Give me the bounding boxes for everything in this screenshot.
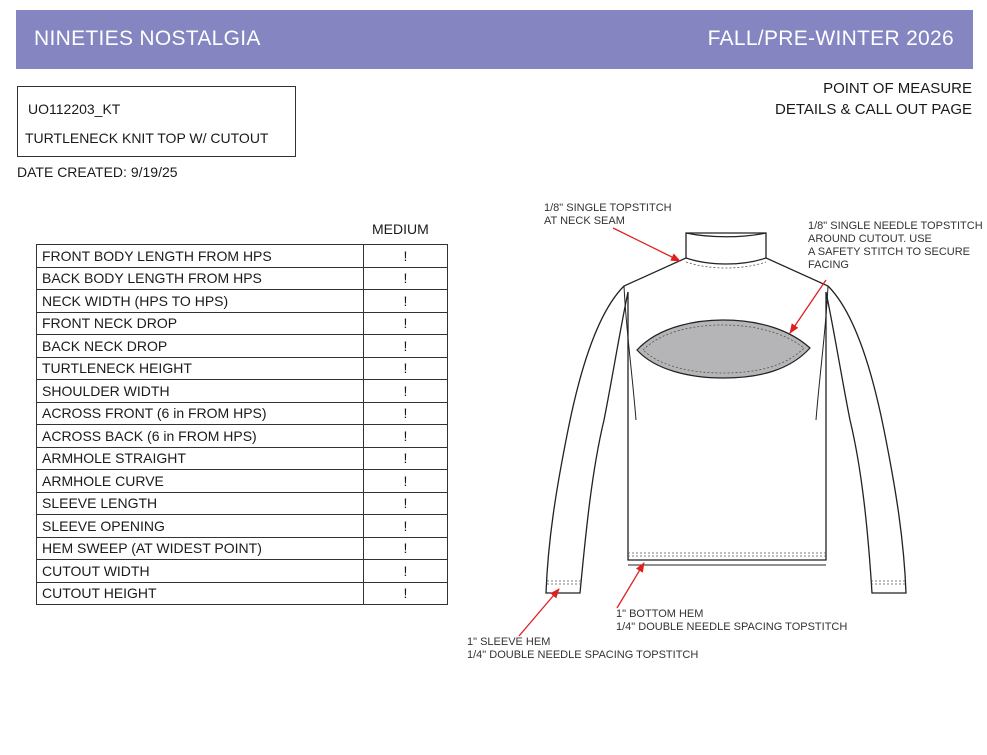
pom-value: ! xyxy=(364,290,448,313)
callout-sleeve-hem-line1: 1" SLEEVE HEM xyxy=(467,636,551,648)
pom-value: ! xyxy=(364,447,448,470)
pom-value: ! xyxy=(364,357,448,380)
season-name: FALL/PRE-WINTER 2026 xyxy=(707,27,954,50)
pom-value: ! xyxy=(364,560,448,583)
pom-value: ! xyxy=(364,335,448,358)
style-code: UO112203_KT xyxy=(28,101,121,117)
pom-value: ! xyxy=(364,245,448,268)
callout-cutout xyxy=(808,220,983,272)
callout-neck-seam-line2: AT NECK SEAM xyxy=(544,215,625,227)
callout-cutout-line1: 1/8" SINGLE NEEDLE TOPSTITCH xyxy=(808,220,983,232)
garment-body-outline xyxy=(546,233,906,593)
callout-bottom-hem-line2: 1/4" DOUBLE NEEDLE SPACING TOPSTITCH xyxy=(616,621,848,633)
page-title-line2: DETAILS & CALL OUT PAGE xyxy=(774,101,972,118)
pom-value: ! xyxy=(364,470,448,493)
callout-neck-seam xyxy=(544,202,672,228)
callout-cutout-line3: A SAFETY STITCH TO SECURE xyxy=(808,246,970,258)
pom-name: CUTOUT HEIGHT xyxy=(37,582,364,605)
collection-name: NINETIES NOSTALGIA xyxy=(34,27,261,50)
callout-neck-seam-line1: 1/8" SINGLE TOPSTITCH xyxy=(544,202,672,214)
sleeve-hem-arrow xyxy=(519,589,559,636)
pom-name: CUTOUT WIDTH xyxy=(37,560,364,583)
page-title-line1: POINT OF MEASURE xyxy=(823,80,972,97)
pom-value: ! xyxy=(364,380,448,403)
callout-cutout-line4: FACING xyxy=(808,259,849,271)
neck-seam-arrow xyxy=(613,228,680,261)
pom-name: SLEEVE LENGTH xyxy=(37,492,364,515)
pom-value: ! xyxy=(364,492,448,515)
callout-sleeve-hem-line2: 1/4" DOUBLE NEEDLE SPACING TOPSTITCH xyxy=(467,649,699,661)
pom-name: ARMHOLE STRAIGHT xyxy=(37,447,364,470)
pom-name: BACK NECK DROP xyxy=(37,335,364,358)
size-column-header: MEDIUM xyxy=(372,221,429,237)
pom-name: SHOULDER WIDTH xyxy=(37,380,364,403)
pom-name: BACK BODY LENGTH FROM HPS xyxy=(37,267,364,290)
pom-value: ! xyxy=(364,425,448,448)
pom-name: FRONT NECK DROP xyxy=(37,312,364,335)
pom-value: ! xyxy=(364,312,448,335)
bottom-hem-arrow xyxy=(617,563,644,608)
pom-name: SLEEVE OPENING xyxy=(37,515,364,538)
callout-bottom-hem-line1: 1" BOTTOM HEM xyxy=(616,608,704,620)
pom-name: ARMHOLE CURVE xyxy=(37,470,364,493)
pom-value: ! xyxy=(364,537,448,560)
pom-name: FRONT BODY LENGTH FROM HPS xyxy=(37,245,364,268)
style-description: TURTLENECK KNIT TOP W/ CUTOUT xyxy=(25,130,269,146)
pom-value: ! xyxy=(364,582,448,605)
pom-name: TURTLENECK HEIGHT xyxy=(37,357,364,380)
callout-bottom-hem xyxy=(616,608,847,634)
date-created: DATE CREATED: 9/19/25 xyxy=(17,164,178,180)
pom-value: ! xyxy=(364,402,448,425)
pom-value: ! xyxy=(364,267,448,290)
pom-name: ACROSS BACK (6 in FROM HPS) xyxy=(37,425,364,448)
callout-cutout-line2: AROUND CUTOUT. USE xyxy=(808,233,932,245)
callout-sleeve-hem xyxy=(467,636,698,662)
pom-name: HEM SWEEP (AT WIDEST POINT) xyxy=(37,537,364,560)
pom-name: ACROSS FRONT (6 in FROM HPS) xyxy=(37,402,364,425)
pom-value: ! xyxy=(364,515,448,538)
pom-name: NECK WIDTH (HPS TO HPS) xyxy=(37,290,364,313)
